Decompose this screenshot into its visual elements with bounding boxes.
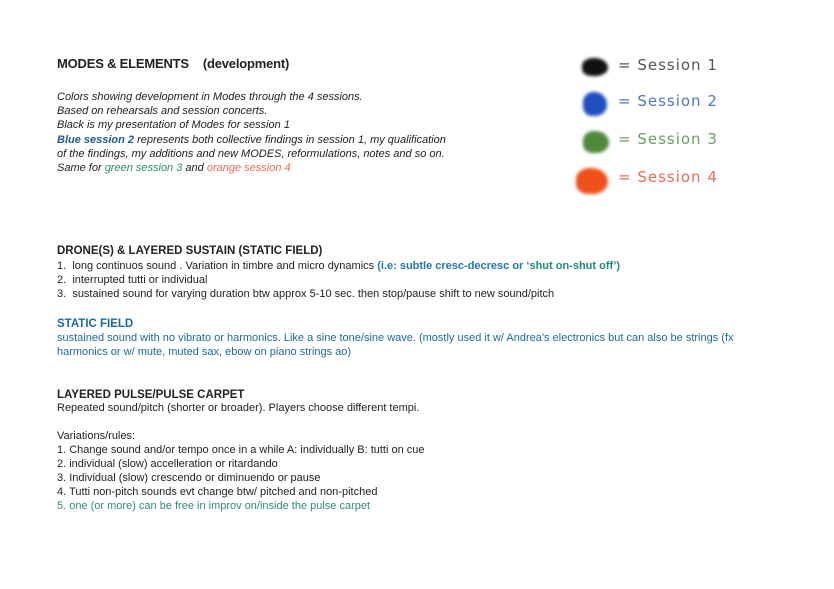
intro-paragraph xyxy=(57,90,446,175)
item-number: 1. xyxy=(57,260,67,272)
intro-text: represents both collective findings in session 1, my qualification xyxy=(134,133,446,146)
intro-line: Black is my presentation of Modes for session 1 xyxy=(57,119,290,132)
legend-row xyxy=(570,88,740,120)
legend-label: = Session 4 xyxy=(618,168,718,186)
green-session-label: green session 3 xyxy=(104,162,183,175)
list-item xyxy=(57,287,620,301)
list-item: 1. Change sound and/or tempo once in a while A: individually B: tutti on cue xyxy=(57,444,425,456)
section-heading: DRONE(S) & LAYERED SUSTAIN (STATIC FIELD) xyxy=(57,245,323,257)
intro-line: of the findings, my additions and new MODES, reformulations, notes and so on. xyxy=(57,147,445,160)
section-text: sustained sound with no vibrato or harmonics. Like a sine tone/sine wave. (mostly used it w/ Andrea's electronics but can also be strings (fx harmonics or w/ mute, muted sax, ebow on piano strings ao) xyxy=(57,332,734,358)
item-number: 2. xyxy=(57,274,67,286)
blue-swatch xyxy=(583,92,607,116)
pulse-section xyxy=(57,389,425,513)
static-field-section xyxy=(57,318,757,359)
highlight-text: (i.e: subtle cresc-decresc or ‘ xyxy=(377,260,530,272)
intro-text: and xyxy=(182,162,207,175)
list-item: 2. individual (slow) accelleration or ritardando xyxy=(57,458,278,470)
intro-line xyxy=(57,133,446,147)
intro-line xyxy=(57,161,446,175)
section-heading: STATIC FIELD xyxy=(57,318,134,330)
item-number: 3. xyxy=(57,288,67,300)
title-sub: (development) xyxy=(202,56,290,71)
legend-row xyxy=(570,126,740,158)
session-color-legend xyxy=(570,48,740,208)
page-title xyxy=(57,56,289,71)
blue-session-label: Blue session 2 xyxy=(57,133,135,146)
title-main: MODES & ELEMENTS xyxy=(57,56,189,71)
intro-line: Based on rehearsals and session concerts. xyxy=(57,105,268,118)
item-text: interrupted tutti or individual xyxy=(72,274,208,286)
orange-swatch xyxy=(576,168,608,194)
legend-label: = Session 1 xyxy=(618,56,718,74)
list-item: 5. one (or more) can be free in improv on/inside the pulse carpet xyxy=(57,500,371,512)
section-heading: LAYERED PULSE/PULSE CARPET xyxy=(57,389,245,401)
intro-line: Colors showing development in Modes through the 4 sessions. xyxy=(57,91,363,103)
legend-row xyxy=(570,164,740,196)
black-swatch xyxy=(582,58,608,76)
green-swatch xyxy=(583,131,609,153)
highlight-text: shut on-shut off’) xyxy=(529,260,621,272)
intro-text: Same for xyxy=(57,162,105,175)
list-item: 3. Individual (slow) crescendo or diminuendo or pause xyxy=(57,472,321,484)
legend-label: = Session 2 xyxy=(618,92,718,110)
drone-section xyxy=(57,245,620,301)
legend-row xyxy=(570,52,740,84)
list-item xyxy=(57,259,620,273)
list-item xyxy=(57,273,620,287)
section-text: Repeated sound/pitch (shorter or broader). Players choose different tempi. xyxy=(57,402,420,414)
orange-session-label: orange session 4 xyxy=(206,162,291,175)
rules-label: Variations/rules: xyxy=(57,430,136,442)
legend-label: = Session 3 xyxy=(618,130,718,148)
list-item: 4. Tutti non-pitch sounds evt change btw/ pitched and non-pitched xyxy=(57,486,378,498)
item-text: sustained sound for varying duration btw approx 5-10 sec. then stop/pause shift to new sound/pitch xyxy=(72,288,555,300)
item-text: long continuos sound . Variation in timbre and micro dynamics xyxy=(72,260,378,272)
